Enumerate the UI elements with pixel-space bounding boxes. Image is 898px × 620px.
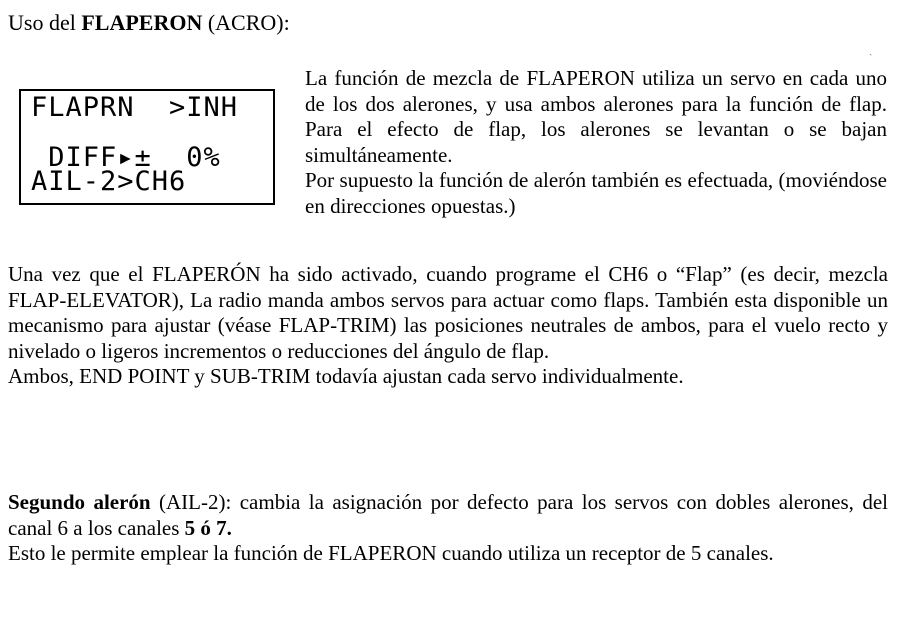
lcd-screen: [19, 89, 275, 205]
title-suffix: (ACRO):: [202, 10, 290, 35]
page-title: [8, 9, 290, 37]
intro-text: [305, 66, 887, 219]
intro-paragraph-1: La función de mezcla de FLAPERON utiliza un servo en cada uno de los dos alerones, y usa ambos alerones para la función de flap. Para el efecto de flap, los alerones se levantan o se bajan simultáneamente.: [305, 66, 887, 167]
lcd-line-function: FLAPRN >INH: [31, 92, 239, 123]
second-aileron-text: (AIL-2): cambia la asignación por defecto para los servos con dobles alerones, del canal 6 a los canales: [8, 490, 888, 540]
second-aileron-paragraph-1: [8, 490, 888, 541]
second-aileron-section: [8, 490, 888, 567]
flaperon-details: [8, 262, 888, 390]
details-paragraph-2: Ambos, END POINT y SUB-TRIM todavía ajustan cada servo individualmente.: [8, 364, 684, 388]
details-paragraph-1: Una vez que el FLAPERÓN ha sido activado, cuando programe el CH6 o “Flap” (es decir, mezcla FLAP-ELEVATOR), La radio manda ambos servos para actuar como flaps. También esta disponible un mecanismo para ajustar (véase FLAP-TRIM) las posiciones neutrales de ambos, para el vuelo recto y nivelado o ligeros incrementos o reducciones del ángulo de flap.: [8, 262, 888, 363]
lcd-line-diff: DIFF▸± 0%: [31, 142, 221, 173]
second-aileron-channels: 5 ó 7.: [184, 515, 232, 540]
title-bold: FLAPERON: [81, 10, 203, 35]
second-aileron-paragraph-2: Esto le permite emplear la función de FLAPERON cuando utiliza un receptor de 5 canales.: [8, 541, 774, 565]
intro-paragraph-2: Por supuesto la función de alerón también es efectuada, (moviéndose en direcciones opuestas.): [305, 168, 887, 218]
lcd-line-ail2: AIL-2>CH6: [31, 166, 187, 197]
stray-mark: ˏ: [869, 45, 873, 56]
second-aileron-label: Segundo alerón: [8, 490, 151, 514]
title-prefix: Uso del: [8, 10, 82, 35]
